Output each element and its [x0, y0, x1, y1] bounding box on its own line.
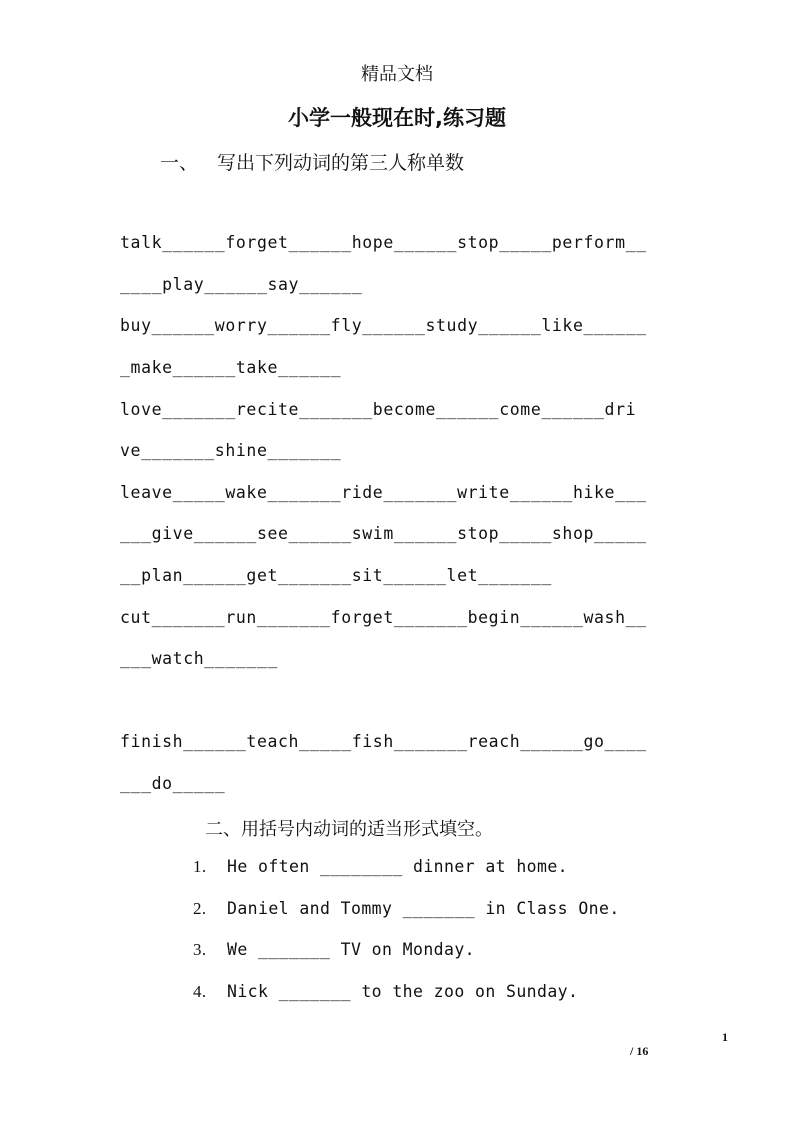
exercise-number: 4. [193, 982, 207, 1001]
verb-line: leave_____wake_______ride_______write______hike___ [120, 483, 647, 502]
verb-line: _make______take______ [120, 358, 342, 377]
verb-line: finish______teach_____fish_______reach______go____ [120, 732, 647, 751]
verb-line: love_______recite_______become______come______dri [120, 400, 637, 419]
exercise-text: Nick _______ to the zoo on Sunday. [227, 982, 579, 1001]
section-1-heading [160, 148, 464, 175]
exercise-text: He often ________ dinner at home. [227, 857, 569, 876]
section-2-heading: 二、用括号内动词的适当形式填空。 [205, 819, 493, 840]
exercise-number: 3. [193, 940, 207, 959]
exercise-item [193, 899, 620, 919]
verb-line: cut_______run_______forget_______begin______wash__ [120, 608, 647, 627]
document-title: 小学一般现在时,练习题 [288, 106, 506, 130]
verb-line: talk______forget______hope______stop_____perform__ [120, 233, 647, 252]
section-1-title: 写出下列动词的第三人称单数 [217, 152, 465, 174]
exercise-number: 2. [193, 899, 207, 918]
exercise-text: We _______ TV on Monday. [227, 940, 476, 959]
document-header: 精品文档 [361, 64, 433, 85]
verb-line: buy______worry______fly______study______like______ [120, 316, 647, 335]
verb-line: ___do_____ [120, 774, 226, 793]
verb-line: ve_______shine_______ [120, 441, 342, 460]
exercise-item [193, 940, 475, 960]
verb-line: ____play______say______ [120, 275, 363, 294]
section-1-number: 一、 [160, 152, 199, 174]
verb-line: ___give______see______swim______stop_____shop_____ [120, 524, 647, 543]
exercise-number: 1. [193, 857, 207, 876]
exercise-item [193, 982, 578, 1002]
exercise-text: Daniel and Tommy _______ in Class One. [227, 899, 620, 918]
exercise-item [193, 857, 568, 877]
verb-line: __plan______get_______sit______let_______ [120, 566, 552, 585]
page-total: / 16 [630, 1044, 649, 1058]
page-number: 1 [722, 1030, 728, 1044]
verb-line: ___watch_______ [120, 649, 279, 668]
